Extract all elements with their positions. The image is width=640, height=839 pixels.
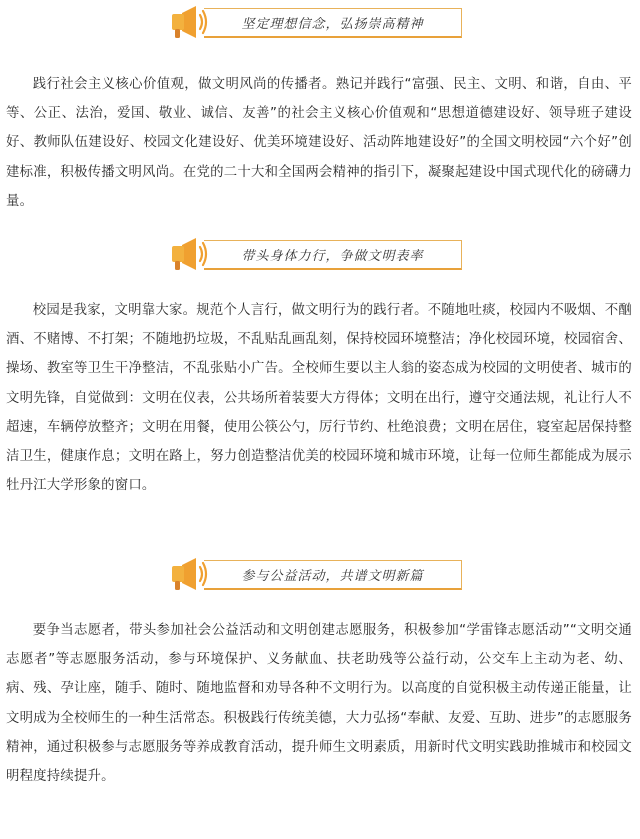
section-header-2 <box>160 234 464 276</box>
megaphone-icon <box>160 2 208 44</box>
megaphone-icon <box>160 234 208 276</box>
section-title: 参与公益活动，共谱文明新篇 <box>241 569 424 584</box>
megaphone-icon <box>160 554 208 596</box>
section-title: 带头身体力行，争做文明表率 <box>241 249 424 264</box>
section-title-box <box>204 8 462 38</box>
section-title-box <box>204 240 462 270</box>
section-header-3 <box>160 554 464 596</box>
section-title-box <box>204 560 462 590</box>
section-title: 坚定理想信念，弘扬崇高精神 <box>241 17 424 32</box>
section-paragraph-1: 践行社会主义核心价值观，做文明风尚的传播者。熟记并践行“富强、民主、文明、和谐，自由、平等、公正、法治，爱国、敬业、诚信、友善”的社会主义核心价值观和“思想道德建设好、领导班子建设好、教师队伍建设好、校园文化建设好、优美环境建设好、活动阵地建设好”的全国文明校园“六个好”创建标准，积极传播文明风尚。在党的二十大和全国两会精神的指引下，凝聚起建设中国式现代化的磅礴力量。 <box>6 77 632 209</box>
section-paragraph-2: 校园是我家，文明靠大家。规范个人言行，做文明行为的践行者。不随地吐痰，校园内不吸烟、不酗酒、不赌博、不打架；不随地扔垃圾，不乱贴乱画乱刻，保持校园环境整洁；净化校园环境，校园宿舍、操场、教室等卫生干净整洁，不乱张贴小广告。全校师生要以主人翁的姿态成为校园的文明使者、城市的文明先锋，自觉做到：文明在仪表，公共场所着装要大方得体；文明在出行，遵守交通法规，礼让行人不超速，车辆停放整齐；文明在用餐，使用公筷公勺，厉行节约、杜绝浪费；文明在居住，寝室起居保持整洁卫生，健康作息；文明在路上，努力创造整洁优美的校园环境和城市环境，让每一位师生都能成为展示牡丹江大学形象的窗口。 <box>6 303 632 494</box>
section-paragraph-3: 要争当志愿者，带头参加社会公益活动和文明创建志愿服务，积极参加“学雷锋志愿活动”“文明交通志愿者”等志愿服务活动，参与环境保护、义务献血、扶老助残等公益行动，公交车上主动为老、幼、病、残、孕让座，随手、随时、随地监督和劝导各种不文明行为。以高度的自觉积极主动传递正能量，让文明成为全校师生的一种生活常态。积极践行传统美德，大力弘扬“奉献、友爱、互助、进步”的志愿服务精神，通过积极参与志愿服务等养成教育活动，提升师生文明素质，用新时代文明实践助推城市和校园文明程度持续提升。 <box>6 623 632 785</box>
section-header-1 <box>160 2 464 44</box>
